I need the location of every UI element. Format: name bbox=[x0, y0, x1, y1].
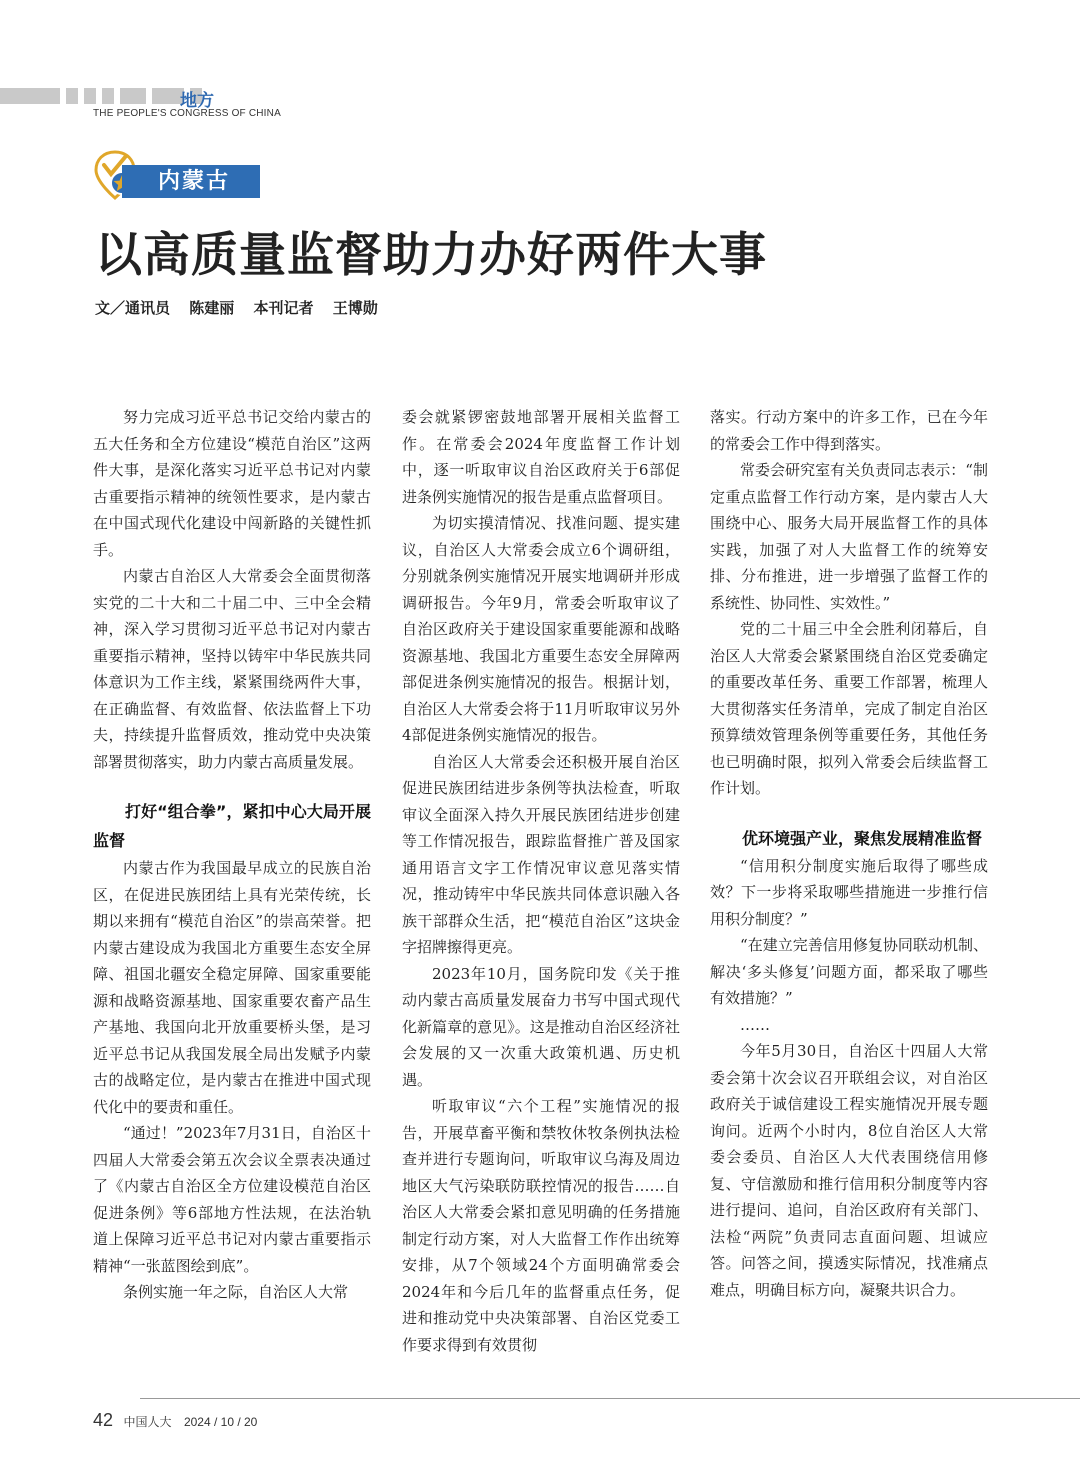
paragraph: …… bbox=[740, 1015, 770, 1034]
paragraph: 落实。行动方案中的许多工作，已在今年的常委会工作中得到落实。 bbox=[710, 408, 988, 453]
paragraph: 条例实施一年之际，自治区人大常 bbox=[123, 1283, 349, 1301]
paragraph: “在建立完善信用修复协同联动机制、解决‘多头修复’问题方面，都采取了哪些有效措施？” bbox=[710, 936, 988, 1007]
paragraph: 努力完成习近平总书记交给内蒙古的五大任务和全方位建设“模范自治区”这两件大事，是深化落实习近平总书记对内蒙古重要指示精神的统领性要求，是内蒙古在中国式现代化建设中闯新路的关键性抓手。 bbox=[93, 408, 371, 559]
paragraph: 自治区人大常委会还积极开展自治区促进民族团结进步条例等执法检查，听取审议全面深入持久开展民族团结进步创建等工作情况报告，跟踪监督推广普及国家通用语言文字工作情况审议意见落实情况，推动铸牢中华民族共同体意识融入各族干部群众生活，把“模范自治区”这块金字招牌擦得更亮。 bbox=[402, 752, 680, 956]
header-section: 地方 bbox=[180, 91, 214, 111]
paragraph: 为切实摸清情况、找准问题、提实建议，自治区人大常委会成立6个调研组，分别就条例实施情况开展实地调研并形成调研报告。今年9月，常委会听取审议了自治区政府关于建设国家重要能源和战略资源基地、我国北方重要生态安全屏障两部促进条例实施情况的报告。根据计划，自治区人大常委会将于11月听取审议另外4部促进条例实施情况的报告。 bbox=[402, 514, 680, 744]
paragraph: “通过！”2023年7月31日，自治区十四届人大常委会第五次会议全票表决通过了《内蒙古自治区全方位建设模范自治区促进条例》等6部地方性法规，在法治轨道上保障习近平总书记对内蒙古重要指示精神“一张蓝图绘到底”。 bbox=[93, 1124, 371, 1275]
paragraph: 今年5月30日，自治区十四届人大常委会第十次会议召开联组会议，对自治区政府关于诚信建设工程实施情况开展专题询问。近两个小时内，8位自治区人大常委会委员、自治区人大代表围绕信用修复、守信激励和推行信用积分制度等内容进行提问、追问，自治区政府有关部门、法检“两院”负责同志直面问题、坦诚应答。问答之间，摸透实际情况，找准痛点难点，明确目标方向，凝聚共识合力。 bbox=[710, 1042, 988, 1299]
header-decoration bbox=[0, 88, 202, 104]
page-footer bbox=[93, 1410, 257, 1431]
paragraph: 内蒙古作为我国最早成立的民族自治区，在促进民族团结上具有光荣传统，长期以来拥有“模范自治区”的崇高荣誉。把内蒙古建设成为我国北方重要生态安全屏障、祖国北疆安全稳定屏障、国家重要能源和战略资源基地、国家重要农畜产品生产基地、我国向北开放重要桥头堡，是习近平总书记从我国发展全局出发赋予内蒙古的战略定位，是内蒙古在推进中国式现代化中的要责和重任。 bbox=[93, 859, 371, 1116]
paragraph: 听取审议“六个工程”实施情况的报告，开展草畜平衡和禁牧休牧条例执法检查并进行专题询问，听取审议乌海及周边地区大气污染联防联控情况的报告……自治区人大常委会紧扣意见明确的任务措施制定行动方案，对人大监督工作作出统筹安排，从7个领域24个方面明确常委会2024年和今后几年的监督重点任务，促进和推动党中央决策部署、自治区党委工作要求得到有效贯彻 bbox=[402, 1097, 680, 1354]
magazine-name: 中国人大 bbox=[123, 1415, 172, 1429]
byline-label: 文／通讯员 bbox=[95, 299, 171, 317]
paragraph: 委会就紧锣密鼓地部署开展相关监督工作。在常委会2024年度监督工作计划中，逐一听取审议自治区政府关于6部促进条例实施情况的报告是重点监督项目。 bbox=[402, 408, 680, 506]
paragraph: 党的二十届三中全会胜利闭幕后，自治区人大常委会紧紧围绕自治区党委确定的重要改革任务、重要工作部署，梳理人大贯彻落实任务清单，完成了制定自治区预算绩效管理条例等重要任务，其他任务也已明确时限，拟列入常委会后续监督工作计划。 bbox=[710, 620, 988, 797]
article-column-2 bbox=[402, 404, 680, 1358]
paragraph: 常委会研究室有关负责同志表示：“制定重点监督工作行动方案，是内蒙古人大围绕中心、服务大局开展监督工作的具体实践，加强了对人大监督工作的统筹安排、分布推进，进一步增强了监督工作的系统性、协同性、实效性。” bbox=[710, 461, 988, 612]
byline-author: 陈建丽 bbox=[189, 299, 235, 317]
header-subtitle: THE PEOPLE'S CONGRESS OF CHINA bbox=[93, 108, 281, 119]
region-badge: 内蒙古 bbox=[122, 165, 260, 198]
footer-divider bbox=[140, 1398, 1080, 1399]
byline-reporter: 王博勋 bbox=[332, 299, 378, 317]
article-title: 以高质量监督助力办好两件大事 bbox=[95, 228, 767, 283]
paragraph: “信用积分制度实施后取得了哪些成效？下一步将采取哪些措施进一步推行信用积分制度？” bbox=[710, 856, 988, 928]
page-number: 42 bbox=[93, 1410, 114, 1430]
section-heading: 打好“组合拳”，紧扣中心大局开展监督 bbox=[93, 802, 371, 850]
paragraph: 内蒙古自治区人大常委会全面贯彻落实党的二十大和二十届二中、三中全会精神，深入学习贯彻习近平总书记对内蒙古重要指示精神，坚持以铸牢中华民族共同体意识为工作主线，紧紧围绕两件大事，在正确监督、有效监督、依法监督上下功夫，持续提升监督质效，推动党中央决策部署贯彻落实，助力内蒙古高质量发展。 bbox=[93, 567, 371, 771]
byline-reporter-label: 本刊记者 bbox=[253, 299, 314, 317]
article-column-3 bbox=[710, 404, 988, 1303]
section-heading: 优环境强产业，聚焦发展精准监督 bbox=[742, 828, 983, 848]
issue-date: 2024 / 10 / 20 bbox=[183, 1415, 258, 1429]
byline bbox=[95, 297, 392, 318]
article-column-1 bbox=[93, 404, 371, 1306]
paragraph: 2023年10月，国务院印发《关于推动内蒙古高质量发展奋力书写中国式现代化新篇章的意见》。这是推动自治区经济社会发展的又一次重大政策机遇、历史机遇。 bbox=[402, 964, 680, 1089]
